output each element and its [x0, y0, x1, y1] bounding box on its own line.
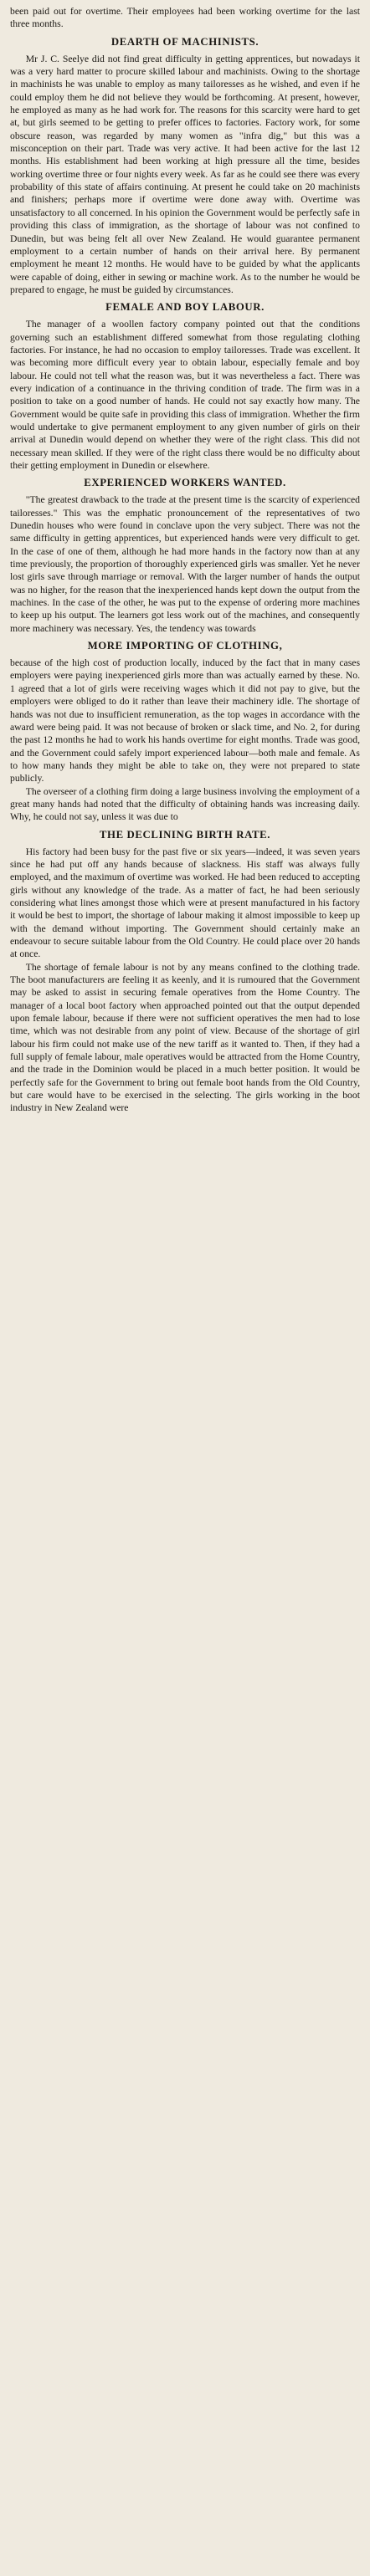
paragraph: The manager of a woollen factory company pointed out that the conditions governing such an establishment differed somewhat from those regulating clothing factories. For instance, he had no occasion to employ tailoresses. Trade was excellent. It was becoming more difficult every year to obtain labour, especially female and boy labour. He could not tell what the reason was, but it was nevertheless a fact. There was every indication of a continuance in the thriving condition of trade. The firm was in a position to take on a good number of hands. He could not say exactly how many. The Government would be quite safe in providing this class of immigration. Whether the firm would undertake to give permanent employment to any given number of girls on their arrival at Dunedin would depend on whether they were of the right class. This did not necessary mean skilled. If they were of the right class there would be no difficulty about their getting employment in Dunedin or elsewhere. [10, 319, 360, 471]
section-dearth-of-machinists [10, 35, 360, 297]
article-body [10, 5, 360, 1115]
section-heading: EXPERIENCED WORKERS WANTED. [84, 477, 286, 489]
section-more-importing-of-clothing [10, 639, 360, 823]
section-heading: THE DECLINING BIRTH RATE. [99, 828, 271, 841]
intro-paragraph: been paid out for overtime. Their employees had been working overtime for the last three months. [10, 6, 360, 30]
paragraph: because of the high cost of production locally, induced by the fact that in many cases employers were paying inexperienced girls more than was actually earned by these. No. 1 agreed that a lot of girls were receiving wages which it did not pay to give, but the employers were obliged to do it rather than leave their machinery idle. The shortage of hands was not due to insufficient remuneration, as the top wages in accordance with the award were being paid. It was not because of broken or slack time, and No. 2, for during the past 12 months he had to work his hands overtime for eight months. Trade was good, and the Government could safely import experienced labour—both male and female. As to how many hands they might be able to take on, they were not prepared to state publicly. [10, 657, 360, 785]
paragraph: The shortage of female labour is not by any means confined to the clothing trade. The boot manufacturers are feeling it as keenly, and it is rumoured that the Government may be asked to assist in securing female operatives from the Home Country. The manager of a local boot factory when approached pointed out that the output depended upon female labour, because if there were not sufficient operatives the men had to lose time, which was not desirable from any point of view. Because of the shortage of girl labour his firm could not make use of the new tariff as it wanted to. Then, if they had a full supply of female labour, male operatives would be attracted from the Home Country, and the trade in the Dominion would be placed in a much better position. It would be perfectly safe for the Government to bring out female boot hands from the Old Country, but care would have to be exercised in the selecting. The girls working in the boot industry in New Zealand were [10, 961, 360, 1114]
section-heading: FEMALE AND BOY LABOUR. [105, 301, 265, 314]
section-heading: MORE IMPORTING OF CLOTHING, [87, 640, 283, 652]
section-female-and-boy-labour [10, 300, 360, 472]
paragraph: Mr J. C. Seelye did not find great difficulty in getting apprentices, but nowadays it was a very hard matter to procure skilled labour and machinists. Owing to the shortage in machinists he was unable to employ as many tailoresses as he wished, and even if he could employ them he did not believe they would be forthcoming. At present, however, he employed as many as he had work for. The reasons for this scarcity were hard to get at, but girls seemed to be getting to prefer offices to factories. Factory work, for some obscure reason, was regarded by many women as "infra dig," but this was a misconception on their part. Trade was very active. It had been active for the last 12 months. His establishment had been working at high pressure all the time, besides working overtime three or four nights every week. As far as he could see there was every probability of this state of affairs continuing. At present he could take on 20 machinists and finishers; perhaps more if overtime were done away with. Overtime was unsatisfactory to all concerned. In his opinion the Government would be perfectly safe in providing this class of immigration, as the shortage of labour was not confined to Dunedin, but was being felt all over New Zealand. He would guarantee permanent employment to a certain number of hands on their arrival here. By permanent employment he meant 12 months. He would have to be guided by what the applicants were capable of doing, either in sewing or machine work. As to the number he would be prepared to engage, he must be guided by circumstances. [10, 53, 360, 295]
section-heading: DEARTH OF MACHINISTS. [110, 35, 260, 48]
paragraph: His factory had been busy for the past five or six years—indeed, it was seven years since he had put off any hands because of slackness. His staff was always fully employed, and the maximum of overtime was worked. He had been reduced to accepting girls without any knowledge of the trade. As a matter of fact, he had been seriously considering what lines amongst those which were at present manufactured in his factory it would be best to import, the shortage of labour making it almost impossible to keep up with the demand without importing. The Government should certainly make an endeavour to secure suitable labour from the Old Country. He could place over 20 hands at once. [10, 846, 360, 960]
paragraph: The overseer of a clothing firm doing a large business involving the employment of a great many hands had noted that the difficulty of obtaining hands was increasing daily. Why, he could not say, unless it was due to [10, 785, 360, 823]
paragraph: "The greatest drawback to the trade at the present time is the scarcity of experienced tailoresses." This was the emphatic pronouncement of the representatives of two Dunedin houses who were found in conclave upon the very subject. There was not the same difficulty in getting apprentices, but experienced hands were very difficult to get. In the case of one of them, although he had more hands in the factory now than at any time previously, the proportion of thoroughly experienced girls was smaller. Yet he never lost girls save through marriage or removal. With the larger number of hands the output was no higher, for the reason that the inexperienced hands kept down the output from the machines. In the case of the other, he was put to the expense of ordering more machines to keep up his output. The learners got less work out of the machines, and consequently more machinery was necessary. Yes, the tendency was towards [10, 494, 360, 634]
section-declining-birth-rate [10, 828, 360, 1115]
section-experienced-workers-wanted [10, 476, 360, 635]
